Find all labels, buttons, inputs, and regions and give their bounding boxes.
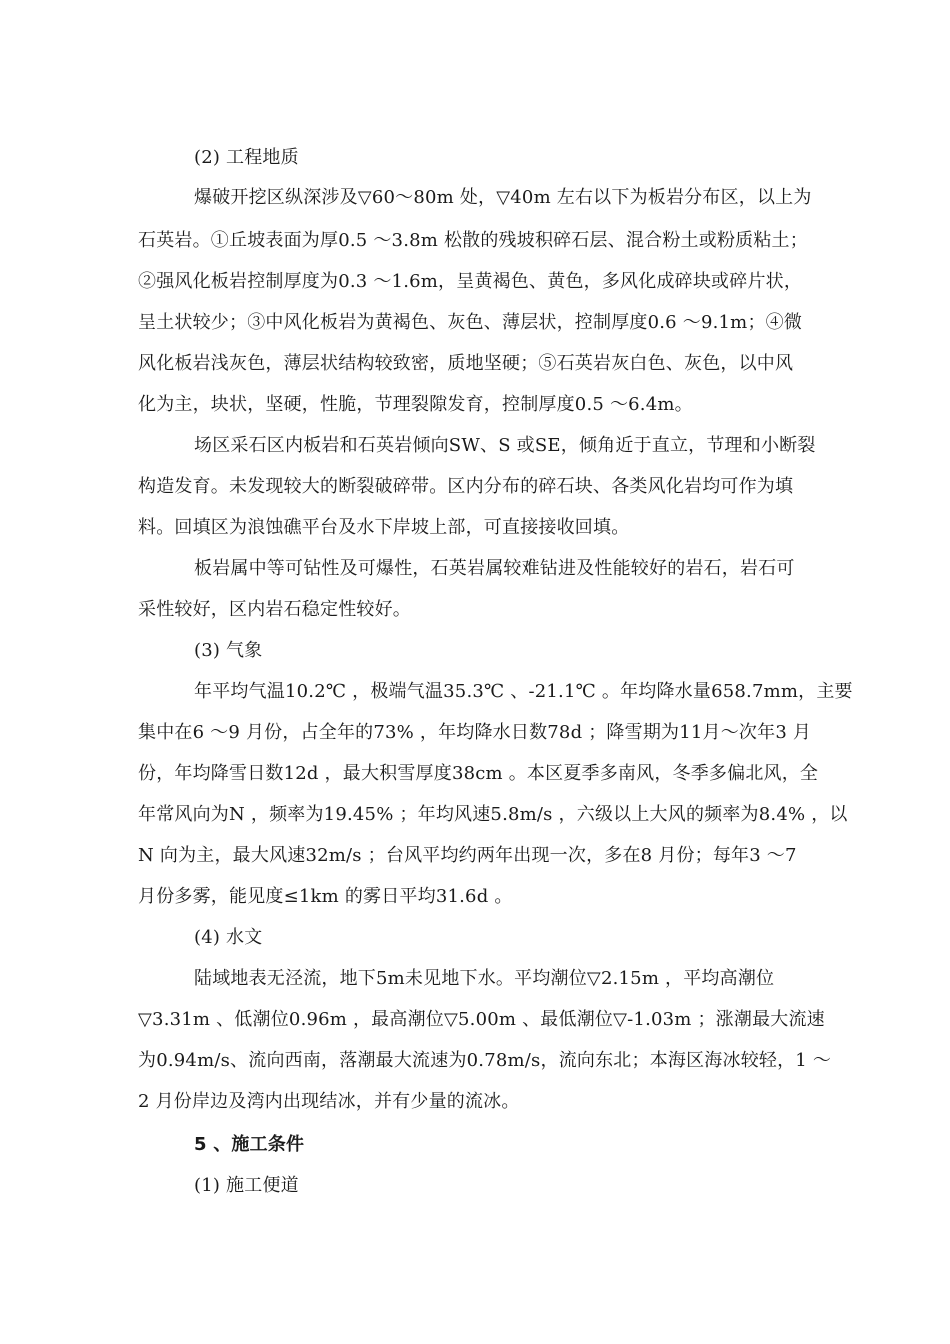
paragraph-line: 化为主，块状，坚硬，性脆，节理裂隙发育，控制厚度0.5 ～6.4m。 bbox=[138, 394, 693, 415]
paragraph-line: 构造发育。未发现较大的断裂破碎带。区内分布的碎石块、各类风化岩均可作为填 bbox=[138, 476, 794, 497]
paragraph-line: 集中在6 ～9 月份，占全年的73% ，年均降水日数78d ；降雪期为11月～次年3 月 bbox=[138, 722, 812, 743]
paragraph-line: 风化板岩浅灰色，薄层状结构较致密，质地坚硬；⑤石英岩灰白色、灰色，以中风 bbox=[138, 353, 794, 374]
paragraph-line: 为0.94m/s、流向西南，落潮最大流速为0.78m/s，流向东北；本海区海冰较轻，1 ～ bbox=[138, 1050, 832, 1071]
paragraph-line: ▽3.31m 、低潮位0.96m ，最高潮位▽5.00m 、最低潮位▽-1.03m ；涨潮最大流速 bbox=[138, 1009, 825, 1030]
paragraph-line: 采性较好，区内岩石稳定性较好。 bbox=[138, 599, 411, 620]
subheading-engineering-geology: (2) 工程地质 bbox=[194, 147, 299, 168]
paragraph-line: 陆域地表无泾流，地下5m未见地下水。平均潮位▽2.15m ，平均高潮位 bbox=[194, 968, 775, 989]
section-heading-construction-conditions: 5 、施工条件 bbox=[194, 1134, 305, 1155]
paragraph-line: 料。回填区为浪蚀礁平台及水下岸坡上部，可直接接收回填。 bbox=[138, 517, 630, 538]
paragraph-line: 年平均气温10.2℃ ，极端气温35.3℃ 、-21.1℃ 。年均降水量658.7mm，主要 bbox=[194, 681, 853, 702]
paragraph-line: 呈土状较少；③中风化板岩为黄褐色、灰色、薄层状，控制厚度0.6 ～9.1m；④微 bbox=[138, 312, 803, 333]
paragraph-line: 月份多雾，能见度≤1km 的雾日平均31.6d 。 bbox=[138, 886, 513, 907]
paragraph-line: 2 月份岸边及湾内出现结冰，并有少量的流冰。 bbox=[138, 1091, 520, 1112]
subheading-climate: (3) 气象 bbox=[194, 640, 263, 661]
paragraph-line: 爆破开挖区纵深涉及▽60～80m 处，▽40m 左右以下为板岩分布区，以上为 bbox=[194, 187, 812, 208]
paragraph-line: 石英岩。①丘坡表面为厚0.5 ～3.8m 松散的残坡积碎石层、混合粉土或粉质粘土； bbox=[138, 230, 808, 251]
subheading-hydrology: (4) 水文 bbox=[194, 927, 263, 948]
paragraph-line: 场区采石区内板岩和石英岩倾向SW、S 或SE，倾角近于直立，节理和小断裂 bbox=[194, 435, 816, 456]
paragraph-line: 年常风向为N ，频率为19.45% ；年均风速5.8m/s ，六级以上大风的频率为8.4% ，以 bbox=[138, 804, 848, 825]
paragraph-line: ②强风化板岩控制厚度为0.3 ～1.6m，呈黄褐色、黄色，多风化成碎块或碎片状， bbox=[138, 271, 803, 292]
subheading-construction-access-road: (1) 施工便道 bbox=[194, 1175, 299, 1196]
paragraph-line: 份，年均降雪日数12d ，最大积雪厚度38cm 。本区夏季多南风，冬季多偏北风，全 bbox=[138, 763, 819, 784]
paragraph-line: N 向为主，最大风速32m/s ；台风平均约两年出现一次，多在8 月份；每年3 ～7 bbox=[138, 845, 797, 866]
paragraph-line: 板岩属中等可钻性及可爆性，石英岩属较难钻进及性能较好的岩石，岩石可 bbox=[194, 558, 795, 579]
